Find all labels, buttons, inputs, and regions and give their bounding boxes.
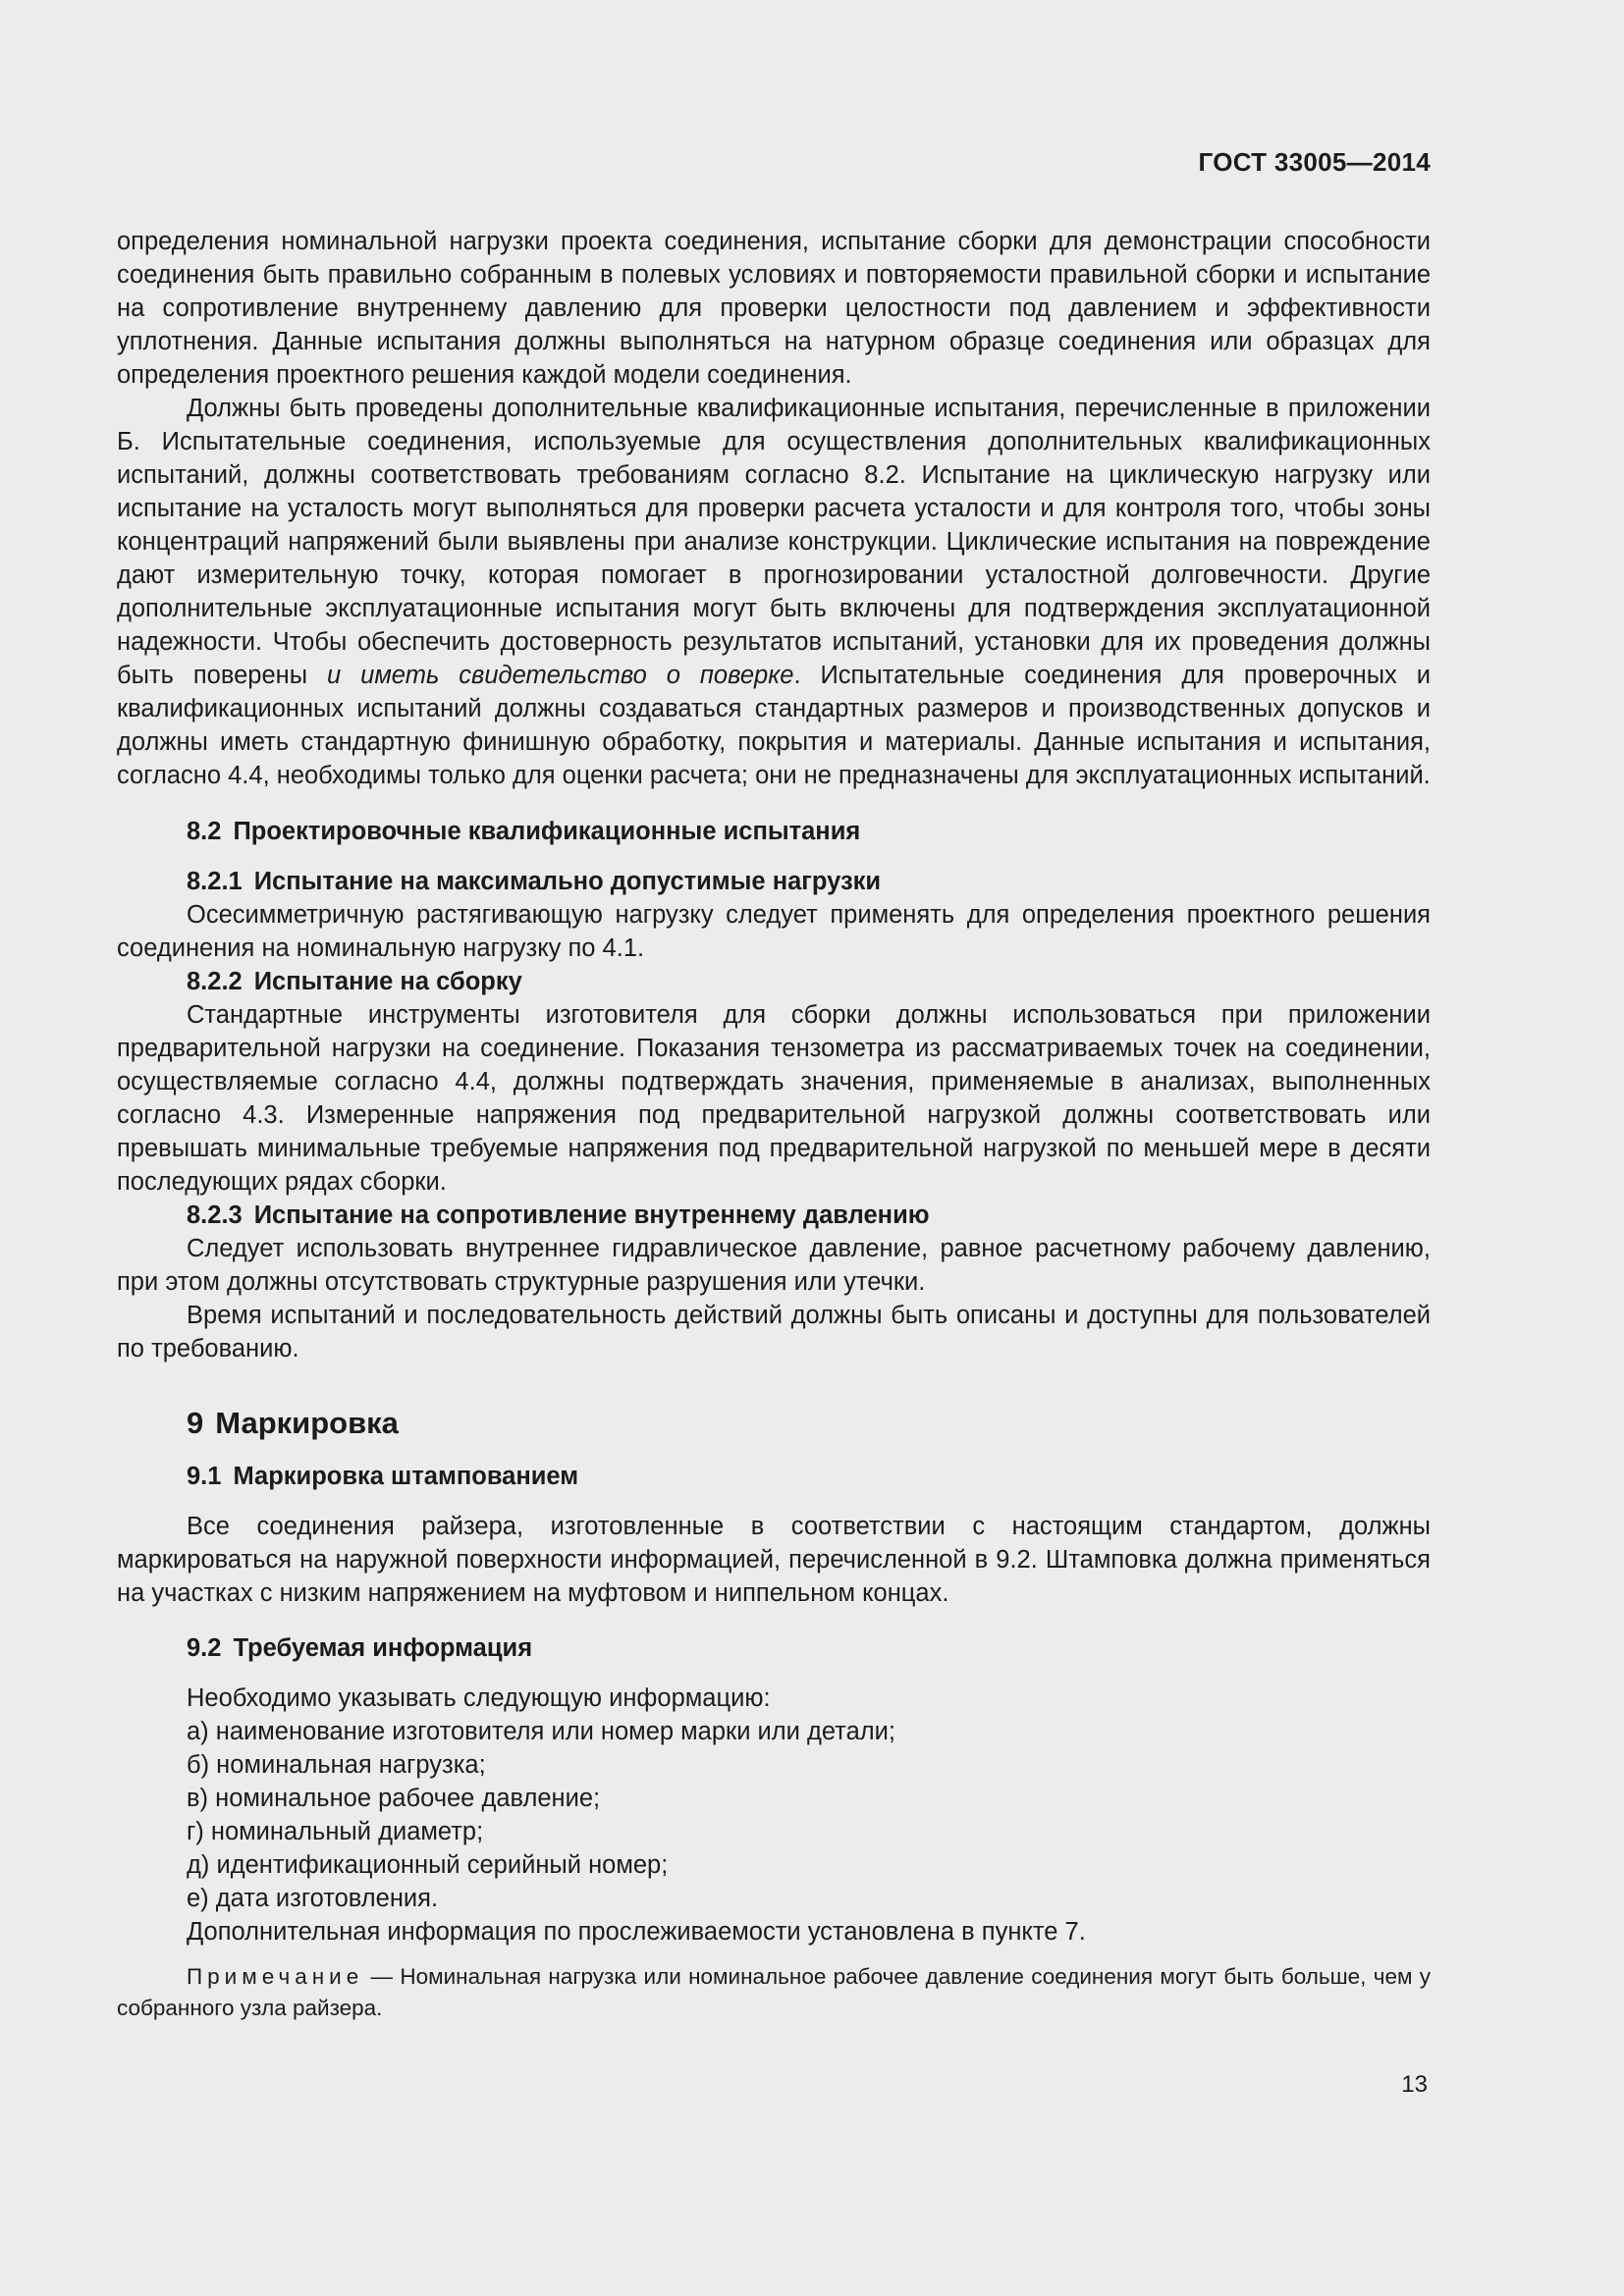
list-item: б) номинальная нагрузка; bbox=[187, 1751, 486, 1779]
note: Примечание — Номинальная нагрузка или номинальное рабочее давление соединения могут быть больше, чем у собранного узла райзера. bbox=[117, 1964, 1431, 2020]
note-label: Примечание bbox=[187, 1964, 364, 1989]
section-8-2-heading: 8.2 Проектировочные квалификационные испытания bbox=[187, 818, 861, 845]
document-header: ГОСТ 33005—2014 bbox=[1198, 147, 1431, 177]
paragraph-continuation: определения номинальной нагрузки проекта соединения, испытание сборки для демонстрации способности соединения быть правильно собранным в полевых условиях и повторяемости правильной сборки и испытание на сопротивление внутреннему давлению для проверки целостности под давлением и эффективности уплотнения. Данные испытания должны выполняться на натурном образце соединения или образцах для определения проектного решения каждой модели соединения. bbox=[117, 228, 1431, 389]
page-content bbox=[117, 225, 1431, 2024]
list-item: а) наименование изготовителя или номер марки или детали; bbox=[187, 1718, 895, 1745]
paragraph-additional-tests: Должны быть проведены дополнительные квалификационные испытания, перечисленные в приложении Б. Испытательные соединения, используемые для осуществления дополнительных квалификационных испытаний, должны соответствовать требованиям согласно 8.2. Испытание на циклическую нагрузку или испытание на усталость могут выполняться для проверки расчета усталости и для контроля того, чтобы зоны концентраций напряжений были выявлены при анализе конструкции. Циклические испытания на повреждение дают измерительную точку, которая помогает в прогнозировании усталостной долговечности. Другие дополнительные эксплуатационные испытания могут быть включены для подтверждения эксплуатационной надежности. Чтобы обеспечить достоверность результатов испытаний, установки для их проведения должны быть поверены и иметь свидетельство о поверке. Испытательные соединения для проверочных и квалификационных испытаний должны создаваться стандартных размеров и производственных допусков и должны иметь стандартную финишную обработку, покрытия и материалы. Данные испытания и испытания, согласно 4.4, необходимы только для оценки расчета; они не предназначены для эксплуатационных испытаний. bbox=[117, 395, 1431, 789]
page-number: 13 bbox=[1401, 2071, 1428, 2098]
section-8-2-1-text: Осесимметричную растягивающую нагрузку следует применять для определения проектного решения соединения на номинальную нагрузку по 4.1. bbox=[117, 901, 1431, 962]
section-8-2-2-heading: 8.2.2 Испытание на сборку bbox=[187, 968, 522, 995]
section-9-2-heading: 9.2 Требуемая информация bbox=[187, 1634, 533, 1662]
list-item: г) номинальный диаметр; bbox=[187, 1818, 484, 1845]
section-8-2-2-text: Стандартные инструменты изготовителя для сборки должны использоваться при приложении предварительной нагрузки на соединение. Показания тензометра из рассматриваемых точек на соединении, осуществляемые согласно 4.4, должны подтверждать значения, применяемые в анализах, выполненных согласно 4.3. Измеренные напряжения под предварительной нагрузкой должны соответствовать или превышать минимальные требуемые напряжения под предварительной нагрузкой по меньшей мере в десяти последующих рядах сборки. bbox=[117, 1001, 1431, 1196]
section-8-2-3-text: Следует использовать внутреннее гидравлическое давление, равное расчетному рабочему давлению, при этом должны отсутствовать структурные разрушения или утечки. bbox=[117, 1235, 1431, 1296]
section-8-2-1-heading: 8.2.1 Испытание на максимально допустимые нагрузки bbox=[187, 868, 882, 895]
section-8-2-3-text-2: Время испытаний и последовательность действий должны быть описаны и доступны для пользователей по требованию. bbox=[117, 1302, 1431, 1362]
section-9-2-extra: Дополнительная информация по прослеживаемости установлена в пункте 7. bbox=[187, 1918, 1086, 1946]
section-8-2-3-heading: 8.2.3 Испытание на сопротивление внутреннему давлению bbox=[187, 1201, 930, 1229]
list-item: е) дата изготовления. bbox=[187, 1885, 439, 1912]
italic-phrase: и иметь свидетельство о поверке bbox=[327, 662, 794, 689]
section-9-heading: 9 Маркировка bbox=[187, 1406, 399, 1440]
list-item: д) идентификационный серийный номер; bbox=[187, 1851, 669, 1879]
section-9-1-heading: 9.1 Маркировка штампованием bbox=[187, 1463, 579, 1490]
list-item: в) номинальное рабочее давление; bbox=[187, 1785, 601, 1812]
section-9-1-text: Все соединения райзера, изготовленные в соответствии с настоящим стандартом, должны маркироваться на наружной поверхности информацией, перечисленной в 9.2. Штамповка должна применяться на участках с низким напряжением на муфтовом и ниппельном концах. bbox=[117, 1513, 1431, 1607]
section-9-2-intro: Необходимо указывать следующую информацию: bbox=[187, 1684, 771, 1712]
